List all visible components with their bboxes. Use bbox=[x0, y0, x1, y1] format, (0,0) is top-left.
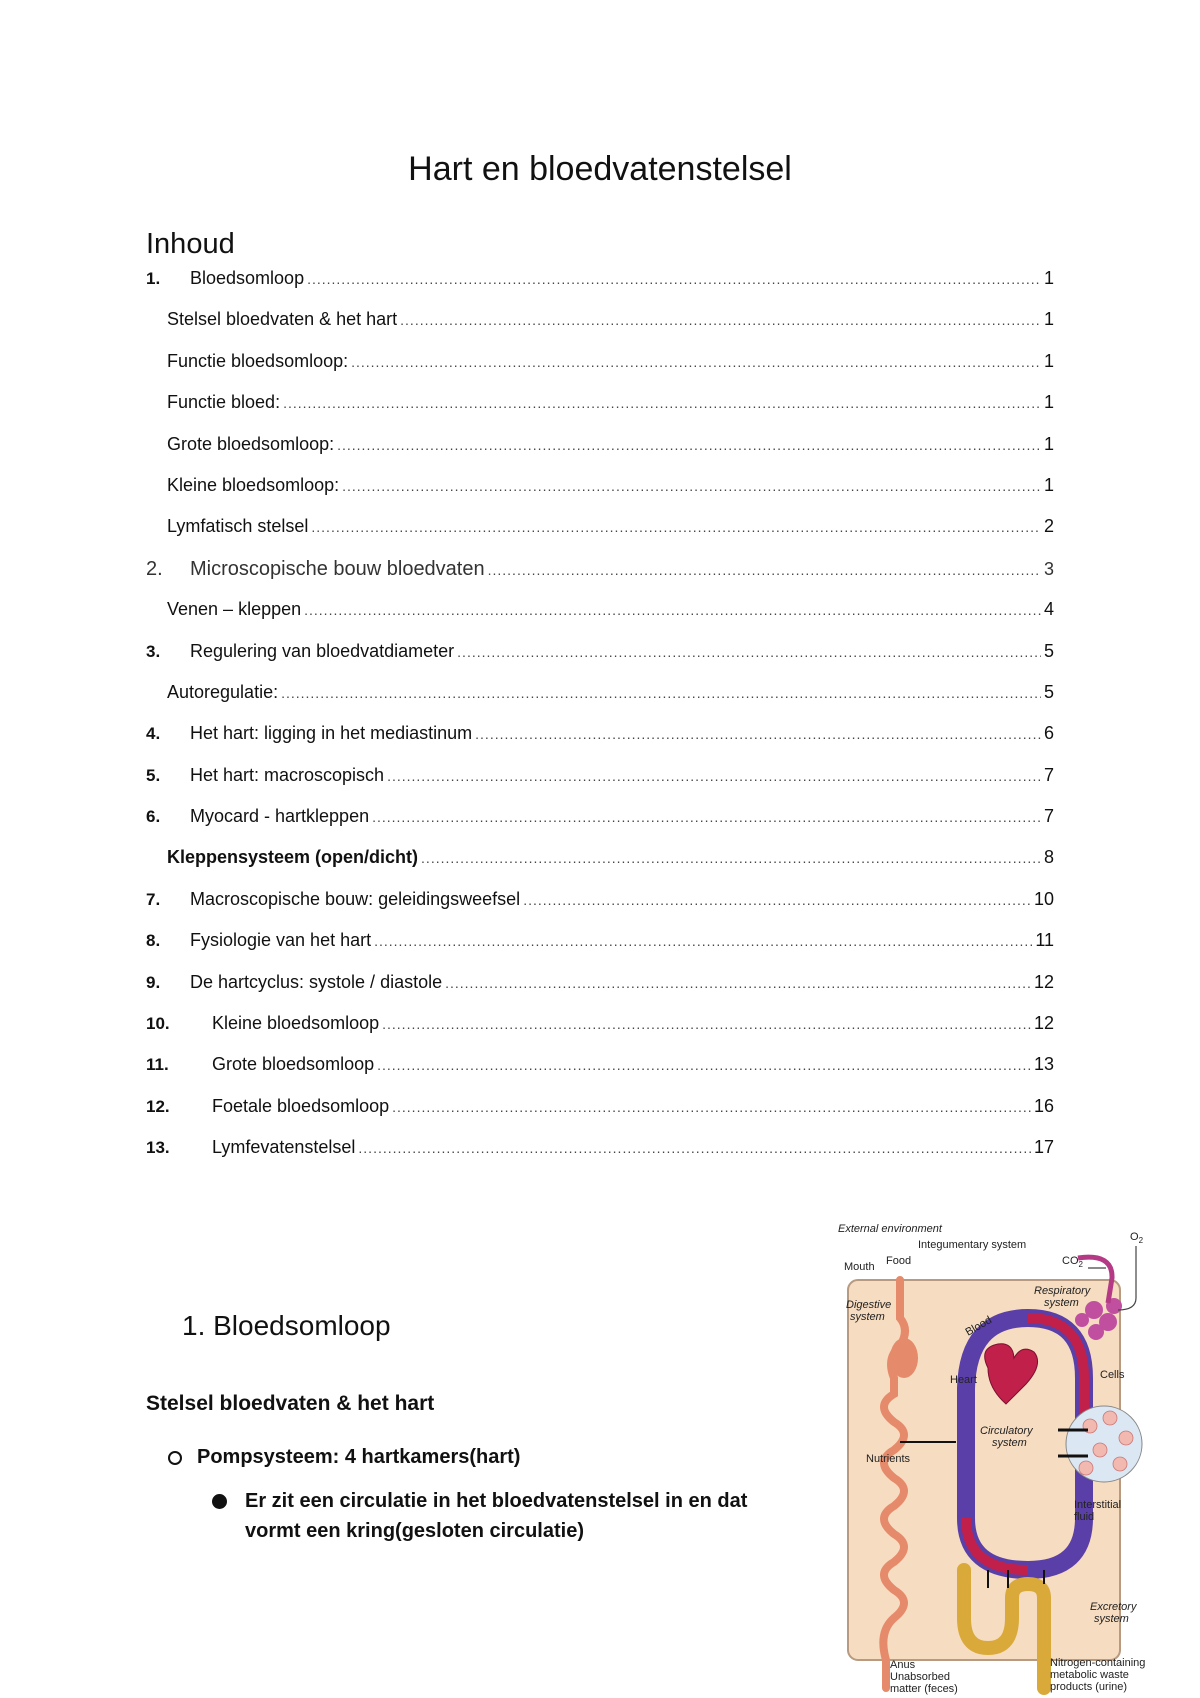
toc-page: 2 bbox=[1043, 516, 1054, 537]
toc-leader bbox=[457, 644, 1041, 660]
toc-text: Fysiologie van het hart bbox=[190, 930, 372, 951]
toc-leader bbox=[392, 1099, 1031, 1115]
toc-number: 10. bbox=[146, 1014, 170, 1034]
stomach-shape bbox=[890, 1338, 918, 1378]
label-excretory-2: system bbox=[1094, 1613, 1129, 1625]
toc-page: 11 bbox=[1035, 930, 1054, 951]
label-o2 bbox=[1130, 1231, 1144, 1245]
table-of-contents bbox=[146, 268, 1054, 1179]
toc-text: Venen – kleppen bbox=[167, 599, 302, 620]
toc-text: De hartcyclus: systole / diastole bbox=[190, 971, 443, 992]
toc-text: Grote bloedsomloop bbox=[212, 1054, 375, 1075]
toc-page: 17 bbox=[1033, 1137, 1054, 1158]
circulatory-system-diagram bbox=[838, 1218, 1168, 1698]
label-interstitial-2: fluid bbox=[1074, 1511, 1095, 1523]
toc-text: Kleine bloedsomloop: bbox=[167, 474, 340, 495]
toc-heading: Inhoud bbox=[146, 228, 235, 260]
toc-page: 5 bbox=[1043, 640, 1054, 661]
page-title: Hart en bloedvatenstelsel bbox=[408, 150, 792, 188]
label-cells: Cells bbox=[1100, 1369, 1125, 1381]
label-digestive-1: Digestive bbox=[846, 1299, 892, 1311]
bullet-text: Er zit een circulatie in het bloedvatenstelsel in en dat vormt een kring(gesloten circulatie) bbox=[245, 1490, 748, 1542]
toc-number: 8. bbox=[146, 931, 161, 951]
label-heart: Heart bbox=[950, 1374, 977, 1386]
toc-entry[interactable] bbox=[146, 1096, 1054, 1137]
label-respiratory-1: Respiratory bbox=[1034, 1285, 1091, 1297]
toc-entry[interactable] bbox=[146, 889, 1054, 930]
toc-page: 16 bbox=[1033, 1095, 1054, 1116]
toc-entry[interactable] bbox=[146, 930, 1054, 971]
toc-leader bbox=[400, 312, 1041, 328]
toc-text: Kleine bloedsomloop bbox=[212, 1013, 380, 1034]
label-integumentary-system: Integumentary system bbox=[918, 1239, 1027, 1251]
label-external-environment: External environment bbox=[838, 1223, 942, 1235]
hollow-circle-bullet-icon bbox=[168, 1451, 182, 1465]
toc-leader bbox=[311, 519, 1041, 535]
toc-leader bbox=[523, 892, 1031, 908]
label-o2-text: O bbox=[1130, 1231, 1139, 1243]
bullet-item bbox=[212, 1486, 782, 1546]
label-anus-3: matter (feces) bbox=[890, 1683, 958, 1695]
toc-leader bbox=[304, 602, 1041, 618]
toc-text: Bloedsomloop bbox=[190, 268, 305, 288]
label-nutrients: Nutrients bbox=[866, 1453, 911, 1465]
toc-text: Microscopische bouw bloedvaten bbox=[190, 557, 485, 580]
label-co2-text: CO bbox=[1062, 1255, 1079, 1267]
toc-entry[interactable] bbox=[146, 641, 1054, 682]
toc-number: 1. bbox=[146, 269, 161, 288]
toc-page: 7 bbox=[1043, 764, 1054, 785]
toc-leader bbox=[358, 1140, 1031, 1156]
label-anus-2: Unabsorbed bbox=[890, 1671, 950, 1683]
label-nitrogen-3: products (urine) bbox=[1050, 1681, 1128, 1693]
toc-number: 12. bbox=[146, 1096, 170, 1116]
label-nitrogen-2: metabolic waste bbox=[1050, 1669, 1129, 1681]
toc-leader bbox=[445, 975, 1031, 991]
label-excretory-1: Excretory bbox=[1090, 1601, 1137, 1613]
toc-page: 1 bbox=[1043, 268, 1054, 288]
toc-entry[interactable] bbox=[146, 392, 1054, 433]
toc-page: 4 bbox=[1043, 599, 1054, 620]
toc-page: 8 bbox=[1043, 847, 1054, 868]
label-co2-subscript: 2 bbox=[1078, 1260, 1083, 1269]
bullet-text: Pompsysteem: 4 hartkamers(hart) bbox=[197, 1446, 521, 1468]
toc-entry[interactable] bbox=[146, 1137, 1054, 1178]
toc-page: 1 bbox=[1043, 350, 1054, 371]
toc-page: 6 bbox=[1043, 723, 1054, 744]
toc-text: Functie bloedsomloop: bbox=[167, 350, 349, 371]
bullet-item bbox=[168, 1446, 520, 1469]
toc-leader bbox=[372, 809, 1041, 825]
toc-page: 10 bbox=[1033, 888, 1054, 909]
toc-page: 5 bbox=[1043, 681, 1054, 702]
label-blood: Blood bbox=[963, 1314, 994, 1339]
toc-text: Stelsel bloedvaten & het hart bbox=[167, 309, 398, 330]
toc-page: 1 bbox=[1043, 309, 1054, 330]
toc-number: 5. bbox=[146, 765, 161, 785]
filled-circle-bullet-icon bbox=[212, 1494, 227, 1509]
label-circulatory-1: Circulatory bbox=[980, 1425, 1033, 1437]
toc-page: 7 bbox=[1043, 806, 1054, 827]
label-nitrogen-1: Nitrogen-containing bbox=[1050, 1657, 1146, 1669]
toc-page: 1 bbox=[1043, 474, 1054, 495]
label-food: Food bbox=[886, 1255, 912, 1267]
label-respiratory-2: system bbox=[1044, 1297, 1079, 1309]
toc-page: 12 bbox=[1033, 971, 1054, 992]
toc-leader bbox=[337, 437, 1041, 453]
toc-leader bbox=[374, 933, 1032, 949]
toc-page: 3 bbox=[1043, 558, 1054, 579]
toc-entry[interactable] bbox=[146, 351, 1054, 392]
toc-text: Kleppensysteem (open/dicht) bbox=[167, 847, 419, 868]
toc-leader bbox=[351, 354, 1041, 370]
toc-text: Het hart: macroscopisch bbox=[190, 764, 385, 785]
toc-number: 2. bbox=[146, 557, 163, 580]
toc-entry[interactable] bbox=[146, 682, 1054, 723]
section-heading: 1. Bloedsomloop bbox=[182, 1310, 391, 1341]
toc-text: Lymfatisch stelsel bbox=[167, 516, 309, 537]
toc-leader bbox=[342, 478, 1041, 494]
toc-text: Het hart: ligging in het mediastinum bbox=[190, 723, 473, 744]
toc-number: 11. bbox=[146, 1055, 169, 1075]
toc-entry[interactable] bbox=[146, 309, 1054, 350]
toc-text: Myocard - hartkleppen bbox=[190, 806, 370, 827]
toc-entry[interactable] bbox=[146, 1013, 1054, 1054]
label-digestive-2: system bbox=[850, 1311, 885, 1323]
label-mouth: Mouth bbox=[844, 1261, 875, 1273]
toc-page: 1 bbox=[1043, 433, 1054, 454]
toc-entry[interactable] bbox=[146, 475, 1054, 516]
diagram-svg bbox=[838, 1218, 1168, 1698]
toc-entry[interactable] bbox=[146, 268, 1054, 309]
label-anus-1: Anus bbox=[890, 1659, 916, 1671]
toc-entry[interactable] bbox=[146, 599, 1054, 640]
toc-number: 3. bbox=[146, 641, 161, 661]
toc-leader bbox=[281, 685, 1041, 701]
toc-page: 12 bbox=[1033, 1013, 1054, 1034]
toc-number: 9. bbox=[146, 972, 161, 992]
toc-entry[interactable] bbox=[146, 806, 1054, 847]
label-o2-subscript: 2 bbox=[1138, 1236, 1144, 1245]
toc-leader bbox=[382, 1016, 1031, 1032]
toc-entry[interactable] bbox=[146, 765, 1054, 806]
section-subheading: Stelsel bloedvaten & het hart bbox=[146, 1392, 435, 1415]
toc-leader bbox=[421, 850, 1041, 866]
toc-number: 7. bbox=[146, 889, 161, 909]
toc-text: Lymfevatenstelsel bbox=[212, 1137, 356, 1158]
label-interstitial-1: Interstitial bbox=[1074, 1499, 1122, 1511]
toc-text: Foetale bloedsomloop bbox=[212, 1095, 390, 1116]
toc-leader bbox=[283, 395, 1041, 411]
toc-page: 1 bbox=[1043, 392, 1054, 413]
toc-leader bbox=[488, 562, 1041, 578]
toc-text: Autoregulatie: bbox=[167, 681, 279, 702]
toc-number: 6. bbox=[146, 807, 161, 827]
toc-entry[interactable] bbox=[146, 1054, 1054, 1095]
toc-entry[interactable] bbox=[146, 516, 1054, 557]
toc-leader bbox=[387, 768, 1041, 784]
toc-text: Grote bloedsomloop: bbox=[167, 433, 335, 454]
toc-entry[interactable] bbox=[146, 972, 1054, 1013]
toc-page: 13 bbox=[1033, 1054, 1054, 1075]
toc-leader bbox=[377, 1057, 1031, 1073]
label-circulatory-2: system bbox=[992, 1437, 1027, 1449]
toc-text: Regulering van bloedvatdiameter bbox=[190, 640, 455, 661]
toc-number: 4. bbox=[146, 724, 161, 744]
toc-text: Functie bloed: bbox=[167, 392, 281, 413]
toc-entry[interactable] bbox=[146, 847, 1054, 888]
toc-leader bbox=[307, 271, 1041, 287]
toc-entry[interactable] bbox=[146, 434, 1054, 475]
toc-text: Macroscopische bouw: geleidingsweefsel bbox=[190, 888, 521, 909]
toc-entry[interactable] bbox=[146, 558, 1054, 599]
toc-number: 13. bbox=[146, 1138, 170, 1158]
toc-leader bbox=[475, 726, 1041, 742]
toc-entry[interactable] bbox=[146, 723, 1054, 764]
